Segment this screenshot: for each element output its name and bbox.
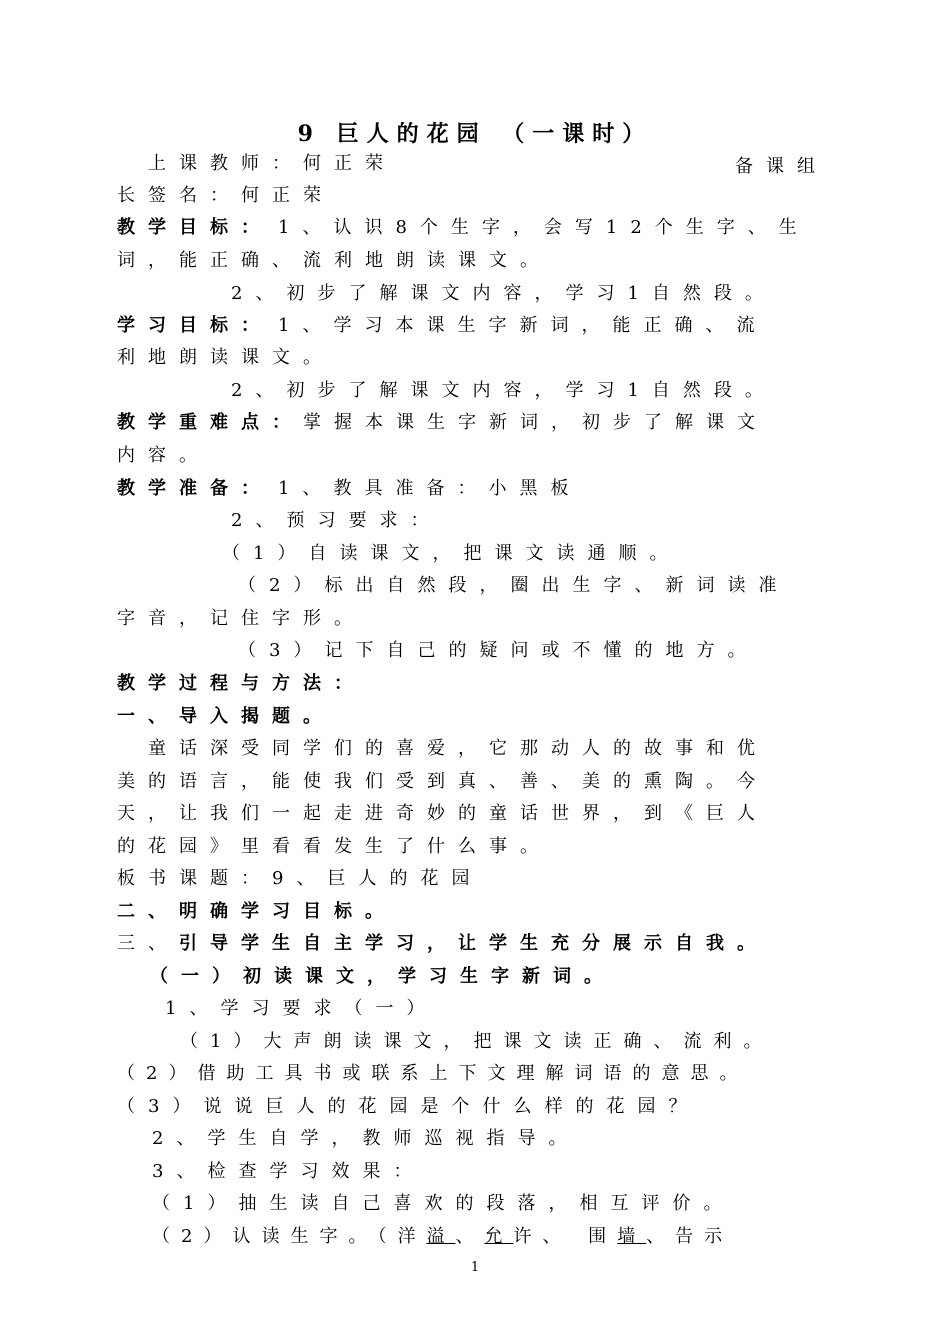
section-3-heading [117, 932, 822, 956]
key-points-line [117, 411, 822, 435]
key-points-text: 掌握本课生字新词，初步了解课文 [303, 412, 768, 433]
key-points-cont: 内容。 [117, 445, 210, 466]
separator-1: 、 [455, 1226, 485, 1247]
key-points-label: 教学重难点： [117, 412, 303, 433]
step-2: 2、学生自学，教师巡视指导。 [152, 1128, 580, 1149]
check-item-2-start: （2）认读生字。（洋 [152, 1226, 427, 1247]
char-yun: 允 [484, 1226, 514, 1247]
check-item-1: （1）抽生读自己喜欢的段落，相互评价。 [152, 1193, 735, 1214]
word-xu: 许、 围 [513, 1226, 618, 1247]
preview-item-1: （1）自读课文，把课文读通顺。 [222, 543, 681, 564]
learning-goal-2: 2、初步了解课文内容，学习1自然段。 [231, 380, 776, 401]
section-1-heading: 一、导入揭题。 [117, 706, 334, 727]
check-item-2 [152, 1225, 857, 1249]
requirement-2: （2）借助工具书或联系上下文理解词语的意思。 [117, 1063, 749, 1084]
page-number: 1 [470, 1260, 480, 1275]
char-qiang: 墙 [617, 1226, 647, 1247]
learning-goal-1-cont: 利地朗读课文。 [117, 347, 334, 368]
subsection-1-heading: （一）初读课文，学习生字新词。 [150, 966, 615, 987]
intro-paragraph-1: 童话深受同学们的喜爱，它那动人的故事和优 [148, 738, 768, 759]
step-3: 3、检查学习效果： [152, 1161, 425, 1182]
intro-paragraph-2: 美的语言，能使我们受到真、善、美的熏陶。今 [117, 771, 768, 792]
preparation-line [117, 477, 822, 501]
page-title: 9 巨人的花园 （一课时） [297, 121, 653, 147]
section-2-heading: 二、明确学习目标。 [117, 901, 396, 922]
learning-goal-1: 1、学习本课生字新词，能正确、流 [278, 315, 768, 336]
teaching-goals-line [117, 216, 822, 240]
requirement-3: （3）说说巨人的花园是个什么样的花园？ [117, 1096, 700, 1117]
teaching-goal-2: 2、初步了解课文内容，学习1自然段。 [231, 283, 776, 304]
signature-line: 长签名：何正荣 [117, 185, 334, 206]
char-yi: 溢 [426, 1226, 456, 1247]
requirement-1: （1）大声朗读课文，把课文读正确、流利。 [180, 1031, 774, 1052]
section-3-number: 三、 [117, 933, 179, 954]
process-heading: 教学过程与方法： [117, 673, 365, 694]
preparation-2: 2、预习要求： [231, 510, 442, 531]
learning-goals-line [117, 314, 822, 338]
section-3-text: 引导学生自主学习，让学生充分展示自我。 [179, 933, 768, 954]
preparation-label: 教学准备： [117, 478, 272, 499]
preview-item-2: （2）标出自然段，圈出生字、新词读准 [238, 575, 790, 596]
teaching-goal-1: 1、认识8个生字，会写12个生字、生 [278, 217, 810, 238]
check-item-2-end: 、告示 [646, 1226, 734, 1247]
requirement-heading: 1、学习要求（一） [165, 998, 438, 1019]
teacher-line: 上课教师：何正荣 [148, 153, 396, 174]
teaching-goal-1-cont: 词，能正确、流利地朗读课文。 [117, 250, 551, 271]
intro-paragraph-4: 的花园》里看看发生了什么事。 [117, 836, 551, 857]
intro-paragraph-3: 天，让我们一起走进奇妙的童话世界，到《巨人 [117, 803, 768, 824]
board-title: 板书课题：9、巨人的花园 [117, 868, 483, 889]
preview-item-3: （3）记下自己的疑问或不懂的地方。 [238, 640, 759, 661]
preparation-1: 1、教具准备：小黑板 [278, 478, 582, 499]
prep-group-label: 备课组 [735, 156, 828, 177]
preview-item-2-cont: 字音，记住字形。 [117, 608, 365, 629]
learning-goals-label: 学习目标： [117, 315, 272, 336]
teaching-goals-label: 教学目标： [117, 217, 272, 238]
